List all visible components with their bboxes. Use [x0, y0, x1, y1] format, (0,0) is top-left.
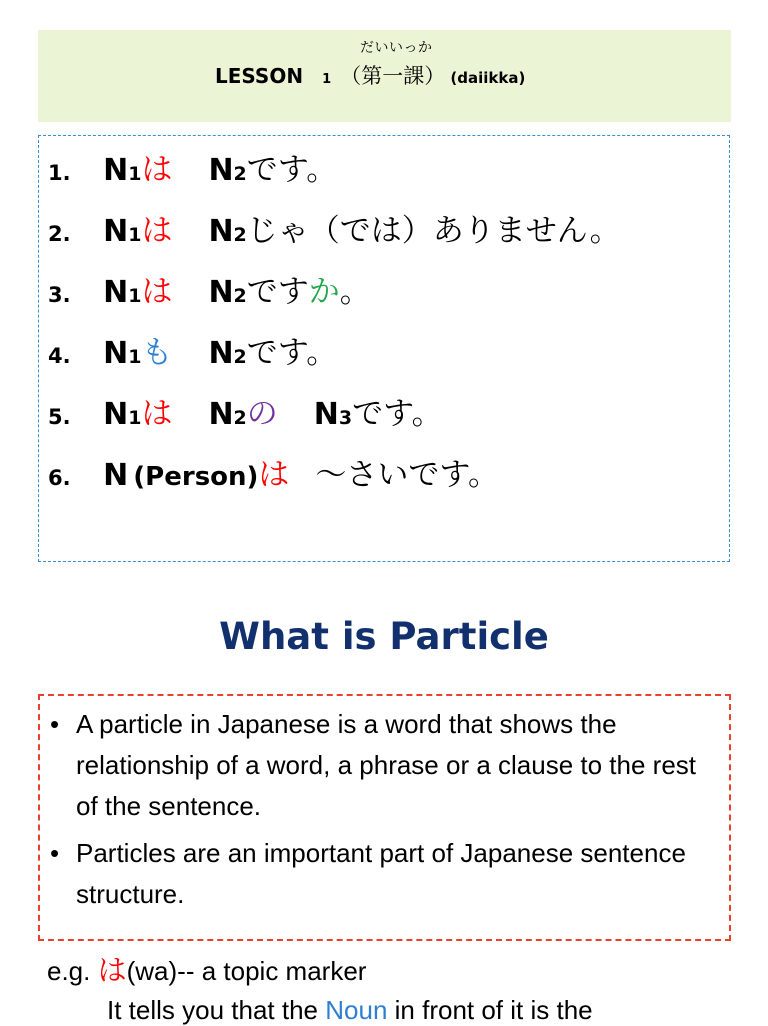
explanation-line	[107, 995, 593, 1026]
particle-ka: か	[308, 274, 340, 310]
bullet-item	[50, 704, 720, 827]
pattern-ending: です。	[246, 152, 338, 188]
example-prefix: e.g.	[47, 956, 91, 986]
particle-no: の	[246, 396, 278, 432]
example-line	[47, 948, 366, 989]
lesson-romaji: (daiikka)	[450, 69, 526, 87]
pattern-2	[48, 205, 621, 249]
particle-wa: は	[141, 152, 173, 188]
bullet-dot: •	[50, 709, 60, 739]
lesson-title	[215, 60, 525, 90]
particle-wa: は	[141, 274, 173, 310]
bullet-text: A particle in Japanese is a word that shows the relationship of a word, a phrase or a clause to the rest of the sentence.	[76, 709, 697, 821]
definition-box	[38, 694, 731, 941]
noun-2: N2	[208, 214, 247, 249]
noun-1: N1	[103, 214, 142, 249]
example-suffix: (wa)-- a topic marker	[126, 956, 367, 986]
pattern-4	[48, 327, 337, 371]
pattern-ending: です。	[246, 335, 338, 371]
pattern-5	[48, 388, 443, 432]
furigana: だいいっか	[360, 40, 433, 56]
pattern-number: 1.	[48, 161, 71, 185]
pattern-number: 3.	[48, 283, 71, 307]
explanation-after: in front of it is the	[394, 995, 593, 1025]
noun-2: N2	[208, 397, 247, 432]
noun-3: N3	[313, 397, 353, 432]
noun-1: N1	[103, 397, 142, 432]
noun-highlight: Noun	[325, 995, 388, 1025]
pattern-ending: じゃ（では）ありません。	[246, 213, 621, 249]
lesson-kanji: （第一課）	[340, 64, 446, 88]
particle-wa: は	[258, 457, 290, 493]
noun-2: N2	[208, 275, 247, 310]
bullet-item	[50, 833, 720, 915]
sentence-patterns-box	[38, 135, 730, 562]
lesson-number: 1	[322, 72, 332, 87]
noun: N	[103, 458, 129, 493]
pattern-number: 5.	[48, 405, 71, 429]
pattern-ending: です。	[352, 396, 443, 432]
bullet-dot: •	[50, 838, 60, 868]
period: 。	[339, 274, 371, 310]
explanation-before: It tells you that the	[107, 995, 319, 1025]
pattern-ending: ～さいです。	[315, 457, 499, 493]
pattern-3	[48, 266, 371, 310]
pattern-6	[48, 449, 499, 493]
bullet-text: Particles are an important part of Japanese sentence structure.	[76, 838, 686, 909]
noun-2: N2	[208, 336, 247, 371]
lesson-word: LESSON	[215, 64, 304, 88]
desu: です	[246, 274, 309, 310]
pattern-1	[48, 144, 337, 188]
noun-1: N1	[103, 336, 142, 371]
particle-mo: も	[141, 335, 173, 371]
particle-wa: は	[141, 396, 173, 432]
noun-2: N2	[208, 153, 247, 188]
noun-1: N1	[103, 275, 142, 310]
particle-wa: は	[141, 213, 173, 249]
particle-wa: は	[97, 955, 127, 987]
pattern-number: 6.	[48, 466, 71, 490]
noun-1: N1	[103, 153, 142, 188]
pattern-number: 4.	[48, 344, 71, 368]
person-label: (Person)	[133, 462, 259, 492]
pattern-number: 2.	[48, 222, 71, 246]
section-title: What is Particle	[219, 615, 549, 658]
